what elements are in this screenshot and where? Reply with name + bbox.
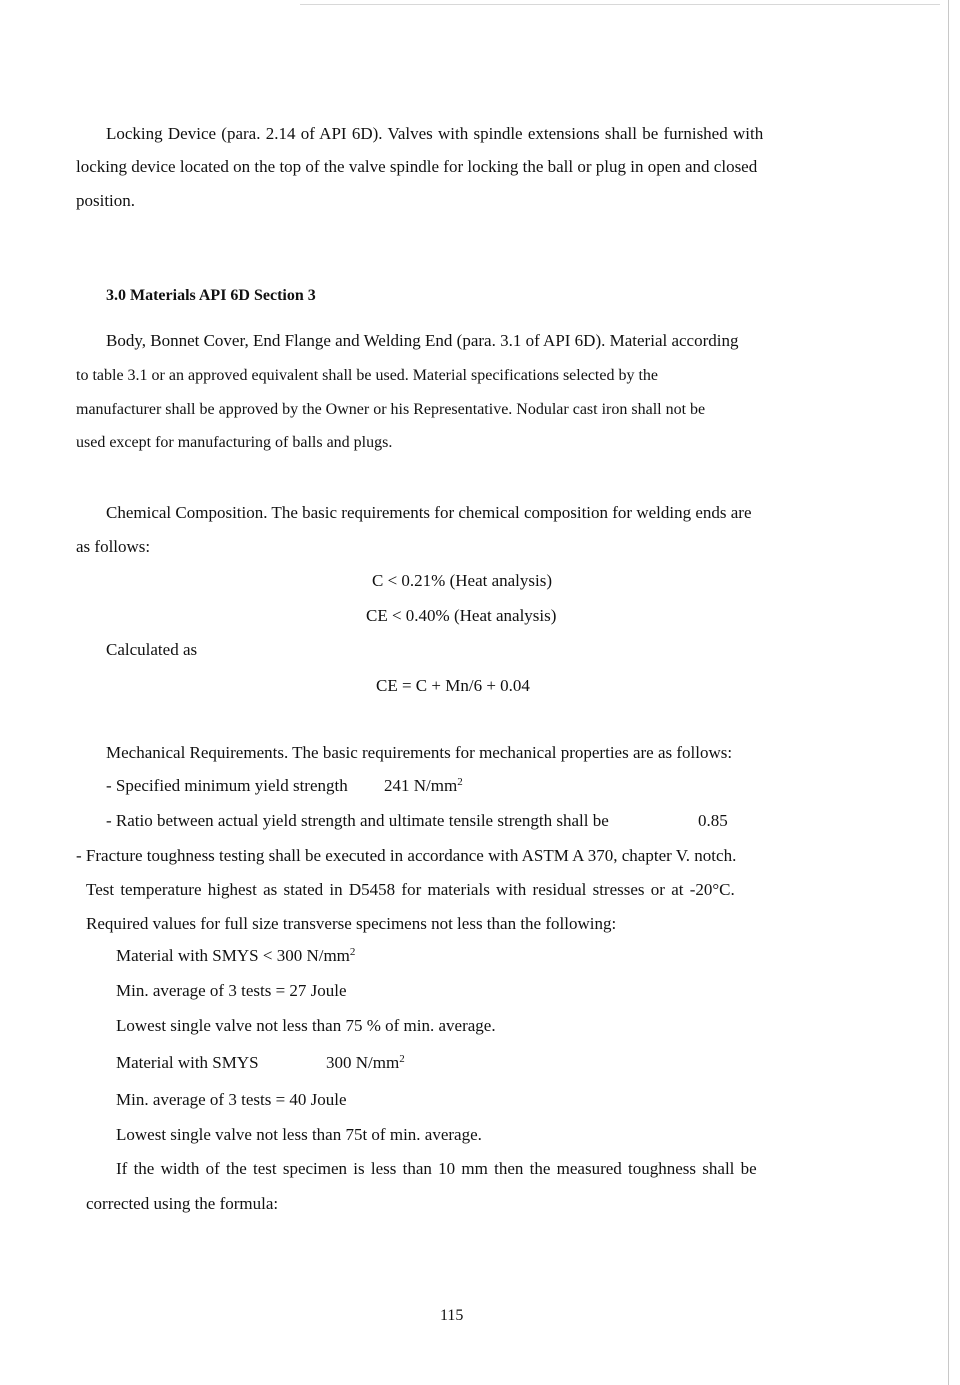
lowest-single-low: Lowest single valve not less than 75 % of min. average. <box>116 1016 496 1035</box>
test-temperature-line: Test temperature highest as stated in D5458 for materials with residual stresses or at -20°C. <box>86 880 735 899</box>
materials-line-2: to table 3.1 or an approved equivalent shall be used. Material specifications selected by the <box>76 367 659 384</box>
smys-low-exponent: 2 <box>349 946 356 958</box>
chemical-c-limit: C < 0.21% (Heat analysis) <box>372 571 553 590</box>
materials-line-4: used except for manufacturing of balls and plugs. <box>76 434 393 451</box>
smys-high-value <box>326 1053 405 1073</box>
smys-low-label <box>116 946 355 966</box>
scan-top-line <box>300 4 940 5</box>
chemical-line-1: Chemical Composition. The basic requirements for chemical composition for welding ends are <box>106 503 752 522</box>
intro-line-1: Locking Device (para. 2.14 of API 6D). Valves with spindle extensions shall be furnished with <box>106 124 764 143</box>
intro-line-3: position. <box>76 191 136 210</box>
yield-strength-number: 241 N/mm <box>384 776 458 795</box>
chemical-formula: CE = C + Mn/6 + 0.04 <box>376 676 530 695</box>
ratio-value: 0.85 <box>698 811 728 830</box>
scan-edge-line <box>948 0 949 1385</box>
chemical-line-2: as follows: <box>76 537 151 556</box>
min-average-high: Min. average of 3 tests = 40 Joule <box>116 1090 347 1109</box>
materials-line-3: manufacturer shall be approved by the Owner or his Representative. Nodular cast iron shall not be <box>76 401 706 418</box>
yield-strength-label: - Specified minimum yield strength <box>106 776 348 795</box>
intro-line-2: locking device located on the top of the valve spindle for locking the ball or plug in open and closed <box>76 157 758 176</box>
page-number: 115 <box>440 1307 464 1324</box>
fracture-line: - Fracture toughness testing shall be executed in accordance with ASTM A 370, chapter V. notch. <box>76 846 737 865</box>
smys-high-number: 300 N/mm <box>326 1053 400 1072</box>
materials-heading: 3.0 Materials API 6D Section 3 <box>106 287 316 304</box>
chemical-calculated-label: Calculated as <box>106 640 198 659</box>
min-average-low: Min. average of 3 tests = 27 Joule <box>116 981 347 1000</box>
materials-line-1: Body, Bonnet Cover, End Flange and Welding End (para. 3.1 of API 6D). Material according <box>106 331 739 350</box>
smys-high-label: Material with SMYS <box>116 1053 259 1072</box>
chemical-ce-limit: CE < 0.40% (Heat analysis) <box>366 606 557 625</box>
lowest-single-high: Lowest single valve not less than 75t of min. average. <box>116 1125 482 1144</box>
mechanical-heading-line: Mechanical Requirements. The basic requirements for mechanical properties are as follows: <box>106 743 733 762</box>
smys-low-text: Material with SMYS < 300 N/mm <box>116 946 350 965</box>
width-line-2: corrected using the formula: <box>86 1194 279 1213</box>
required-values-line: Required values for full size transverse specimens not less than the following: <box>86 914 617 933</box>
smys-high-exponent: 2 <box>399 1053 405 1065</box>
yield-strength-value <box>384 776 463 796</box>
width-line-1: If the width of the test specimen is less than 10 mm then the measured toughness shall be <box>116 1159 757 1178</box>
ratio-label: - Ratio between actual yield strength and ultimate tensile strength shall be <box>106 811 609 830</box>
yield-strength-exponent: 2 <box>457 776 463 788</box>
